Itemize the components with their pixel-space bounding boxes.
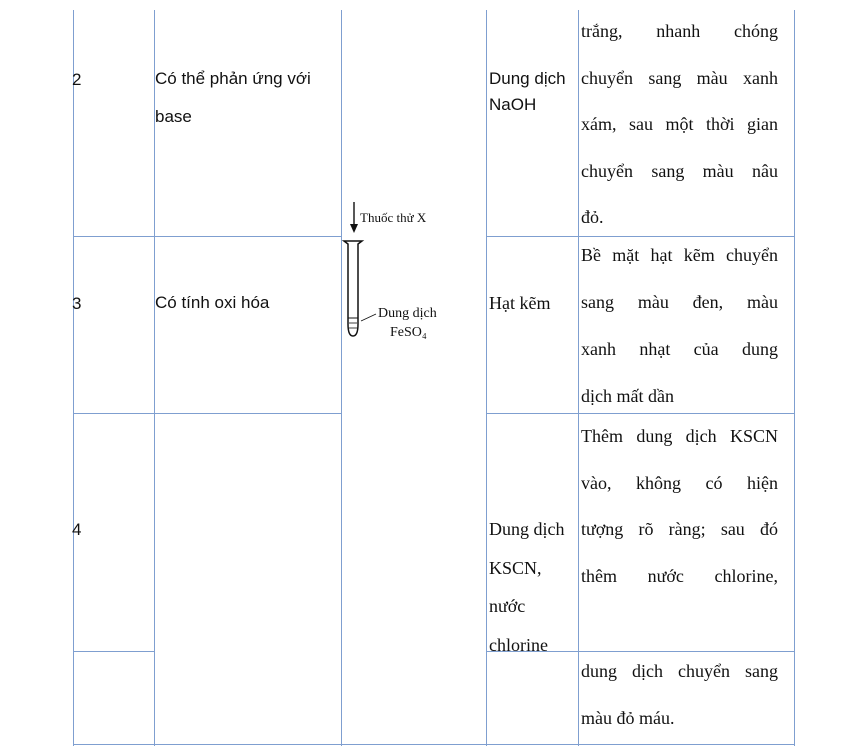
- observation-line: trắng, nhanh chóng: [581, 21, 778, 41]
- property-cell: [155, 60, 339, 136]
- observation-cell: [581, 8, 778, 241]
- observation-line: vào, không có hiện: [581, 472, 778, 493]
- property-cell: [155, 290, 339, 316]
- reagent-line: chlorine: [489, 634, 548, 655]
- observation-continuation: [581, 648, 778, 742]
- test-tube-diagram: [334, 196, 454, 346]
- grid-line: [73, 413, 341, 414]
- reagent-cell: [489, 66, 579, 118]
- solution-label: FeSO₄: [390, 325, 427, 340]
- observation-line: Bề mặt hạt kẽm chuyển: [581, 245, 778, 265]
- grid-line: [341, 10, 342, 746]
- reagent-label: Thuốc thử X: [360, 210, 427, 225]
- observation-line: thêm nước chlorine,: [581, 565, 778, 586]
- property-line: Có thể phản ứng với: [155, 69, 311, 88]
- observation-line: sang màu đen, màu: [581, 292, 778, 312]
- grid-line: [73, 651, 155, 652]
- observation-line: màu đỏ máu.: [581, 708, 675, 728]
- observation-cell: [581, 413, 778, 599]
- row-number: 4: [72, 520, 82, 539]
- observation-line: tượng rõ ràng; sau đó: [581, 519, 778, 539]
- grid-line: [73, 744, 795, 745]
- reagent-cell: [489, 510, 581, 664]
- grid-line: [794, 10, 795, 746]
- reagent-line: Dung dịch: [489, 69, 566, 88]
- grid-line: [73, 10, 74, 746]
- arrow-icon: [350, 202, 358, 233]
- observation-line: dung dịch chuyển sang: [581, 661, 778, 681]
- property-line: base: [155, 107, 192, 126]
- reagent-line: NaOH: [489, 95, 537, 114]
- observation-cell: [581, 232, 778, 420]
- row-number: 2: [72, 70, 82, 89]
- grid-line: [73, 236, 341, 237]
- observation-line: chuyển sang màu nâu: [581, 160, 778, 181]
- property-line: Có tính oxi hóa: [155, 293, 270, 312]
- solution-label: Dung dịch: [378, 306, 437, 321]
- observation-line: xanh nhạt của dung: [581, 339, 778, 359]
- observation-line: dịch mất dần: [581, 386, 674, 406]
- observation-line: Thêm dung dịch KSCN: [581, 426, 778, 446]
- observation-line: chuyển sang màu xanh: [581, 67, 778, 88]
- observation-line: đỏ.: [581, 207, 604, 227]
- reagent-line: KSCN,: [489, 557, 542, 578]
- observation-line: xám, sau một thời gian: [581, 114, 778, 134]
- reagent-line: Dung dịch: [489, 519, 565, 539]
- reagent-cell: [489, 290, 579, 316]
- reagent-line: nước: [489, 596, 526, 616]
- grid-line: [486, 10, 487, 746]
- row-number: 3: [72, 294, 82, 313]
- test-tube-icon: [344, 241, 376, 336]
- reagent-line: Hạt kẽm: [489, 293, 551, 313]
